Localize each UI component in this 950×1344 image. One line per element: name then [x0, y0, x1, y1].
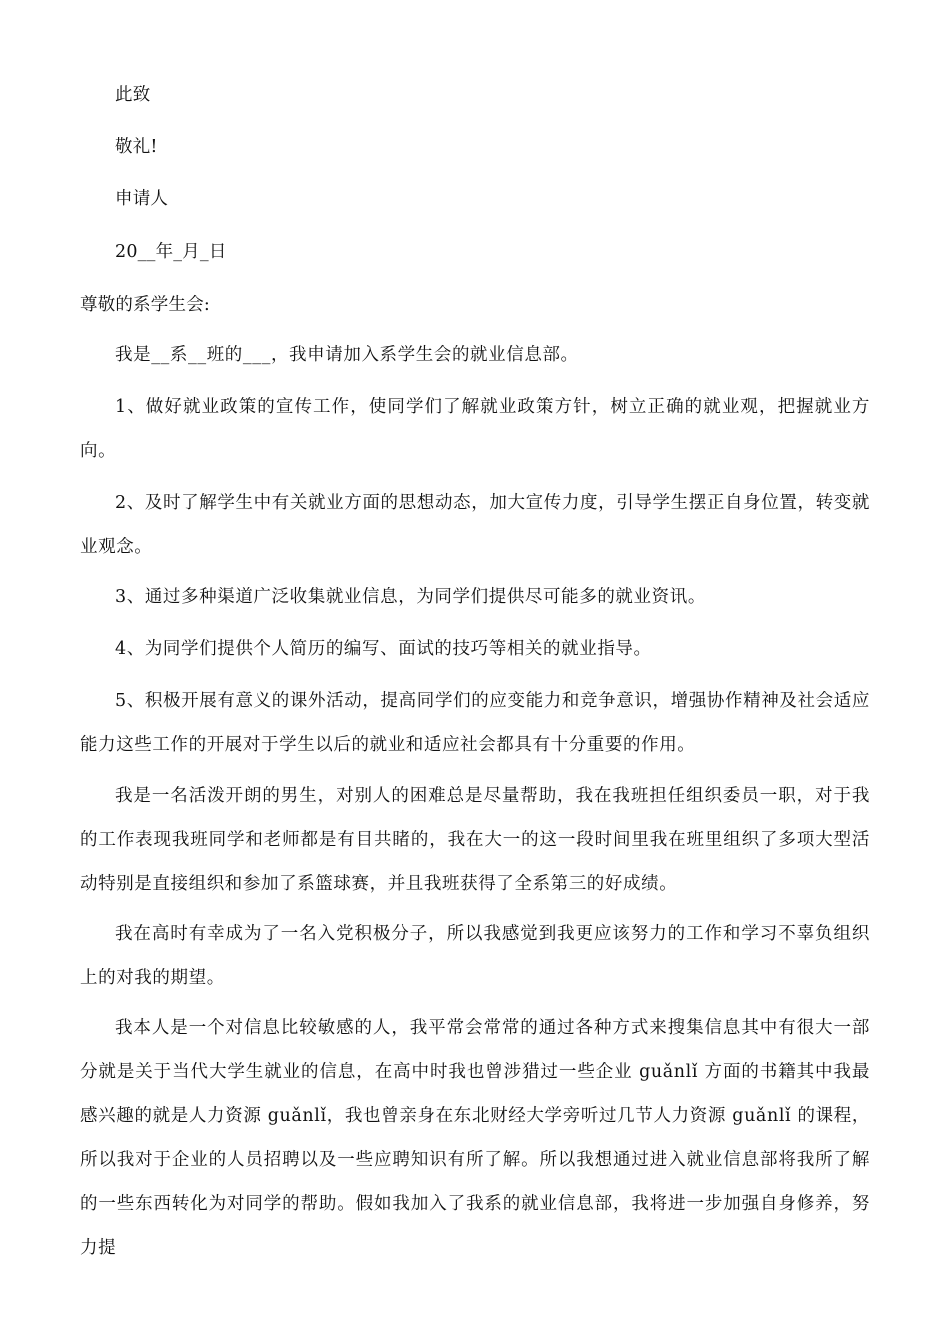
paragraph-experience: 我本人是一个对信息比较敏感的人，我平常会常常的通过各种方式来搜集信息其中有很大一部分就是关于当代大学生就业的信息，在高中时我也曾涉猎过一些企业 guǎnlǐ 方面的书籍其中我最感兴趣的就是人力资源 guǎnlǐ，我也曾亲身在东北财经大学旁听过几节人力资源 guǎnlǐ 的课程，所以我对于企业的人员招聘以及一些应聘知识有所了解。所以我想通过进入就业信息部将我所了解的一些东西转化为对同学的帮助。假如我加入了我系的就业信息部，我将进一步加强自身修养，努力提	[80, 1018, 870, 1258]
paragraph-duty-3: 3、通过多种渠道广泛收集就业信息，为同学们提供尽可能多的就业资讯。	[115, 587, 706, 607]
paragraph-party: 我在高时有幸成为了一名入党积极分子，所以我感觉到我更应该努力的工作和学习不辜负组织上的对我的期望。	[80, 924, 870, 988]
paragraph-duty-5: 5、积极开展有意义的课外活动，提高同学们的应变能力和竞争意识，增强协作精神及社会适应能力这些工作的开展对于学生以后的就业和适应社会都具有十分重要的作用。	[80, 691, 870, 755]
letter-greeting: 尊敬的系学生会:	[80, 295, 210, 315]
applicant-label: 申请人	[115, 189, 169, 209]
paragraph-duty-1: 1、做好就业政策的宣传工作，使同学们了解就业政策方针，树立正确的就业观，把握就业方向。	[80, 397, 870, 461]
date-line: 20__年_月_日	[115, 242, 227, 262]
paragraph-duty-2: 2、及时了解学生中有关就业方面的思想动态，加大宣传力度，引导学生摆正自身位置，转变就业观念。	[80, 493, 870, 557]
closing-regards: 敬礼!	[115, 137, 158, 157]
paragraph-duty-4: 4、为同学们提供个人简历的编写、面试的技巧等相关的就业指导。	[115, 639, 652, 659]
closing-salutation: 此致	[115, 85, 151, 105]
paragraph-self-intro: 我是一名活泼开朗的男生，对别人的困难总是尽量帮助，我在我班担任组织委员一职，对于我的工作表现我班同学和老师都是有目共睹的，我在大一的这一段时间里我在班里组织了多项大型活动特别是直接组织和参加了系篮球赛，并且我班获得了全系第三的好成绩。	[80, 786, 870, 894]
paragraph-intro: 我是__系__班的___，我申请加入系学生会的就业信息部。	[115, 345, 579, 365]
